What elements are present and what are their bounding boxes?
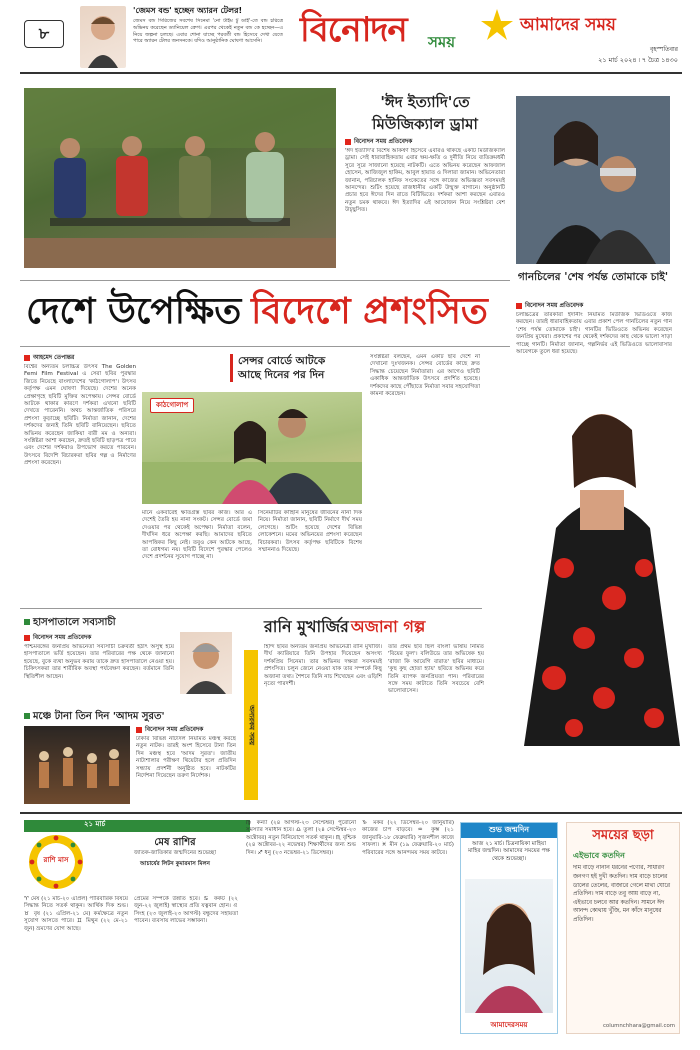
byline-bullet-icon (516, 303, 522, 309)
sub-headline-line1: সেন্সর বোর্ডে আটকে (238, 355, 326, 367)
lead-subheadline (230, 354, 360, 382)
rani-title-part1: রানি মুখার্জির (264, 617, 349, 636)
horoscope-byline: আচার্যের লিটন কুমারমাস মিলন (139, 861, 211, 868)
eid-title-line1: 'ঈদ ইত্যাদি'তে (380, 93, 470, 111)
horoscope-date: ২১ মার্চ (84, 820, 106, 828)
eid-body: 'ঈদ ইত্যাদি'র বিশেষ আকর্ষণ হিসেবে এবারও থাকছে একটি মিউজিক্যাল ড্রামা। সেই ধারাবাহিকতায় এবার ক্ষয়-ক্ষতি ও দুর্নীতি নিয়ে ব্যতিক্রমধর্মী সুরে সুরে সাজানো হয়েছে নাটকটি। এতে অভিনয় করেছেন আফজাল হোসেন, আজিজুল হাকিম, আবুল হায়াত ও দিলারা জামান। অভিনেতারা জানান, পরিচালক হানিফ সংকেতের সঙ্গে কাজের অভিজ্ঞতা সবসময়ই আনন্দের। শুটিং হয়েছে রাজধানীর একটি উন্মুক্ত বাগানে। অনুষ্ঠানটি প্রচার হবে ঈদের দিন রাতে বিটিভিতে। দর্শকরা আশা করছেন এবারও নতুন চমক থাকবে। ঈদ ইত্যাদির এই আয়োজন নিয়ে সংশ্লিষ্টরা বেশ উচ্ছ্বসিত। (345, 148, 505, 214)
teaser-title: 'জেমস বন্ড' হচ্ছেন অ্যারন টেলর! (133, 6, 243, 15)
lead-bottom-divider (20, 608, 482, 609)
lead-col1: বিশ্বের অন্যতম চলচ্চিত্র উৎসব The Golden Femi Film Festival এ সেরা ছবির পুরস্কার জিতে নিয়েছে বাংলাদেশের 'কাঠগোলাপ'। উৎসব কর্তৃপক্ষ এমন ঘোষণা দিয়েছে। দেশের অনেক প্রেক্ষাগৃহে ছবিটি মুক্তির অপেক্ষায়। সেন্সর বোর্ডে আটকে থাকার কারণে দর্শকরা এখনো ছবিটি দেখতে পারেননি। অথচ আন্তর্জাতিক পরিসরে প্রশংসা কুড়াচ্ছে ছবিটি। নির্মাতা জানান, দেশের দর্শকদের জন্যই তিনি ছবিটি বানিয়েছেন। ছবিতে অভিনয় করেছেন জাকিয়া বারী মম ও অন্যরা। সংশ্লিষ্টরা আশা করছেন, দ্রুতই ছবিটি ছাড়পত্র পাবে এবং দেশের দর্শকরাও উপভোগ করতে পারবেন। উৎসবে বিদেশি বিচারকরা ছবির গল্প ও নির্মাণের প্রশংসা করেছেন। (24, 364, 136, 467)
rhyme-box (566, 822, 680, 1034)
rhyme-poem-title: এইভাবে কতদিন (573, 850, 625, 860)
hospital-photo (180, 632, 232, 694)
rani-kicker (244, 650, 258, 800)
song-title: গানচিলের 'শেষ পর্যন্ত তোমাকে চাই' (517, 271, 669, 283)
horoscope-sign (100, 836, 250, 869)
star-logo-icon (480, 8, 514, 42)
hospital-title (24, 616, 116, 630)
horoscope-date-bar (24, 820, 250, 832)
eid-byline-text: বিনোদন সময় প্রতিবেদক (354, 138, 413, 145)
lead-divider (20, 346, 510, 347)
song-photo (516, 96, 670, 264)
header-divider (20, 72, 682, 74)
song-byline-text: বিনোদন সময় প্রতিবেদক (525, 302, 584, 309)
rhyme-email: columnchhara@gmail.com (602, 1022, 675, 1029)
rhyme-title: সময়ের ছড়া (592, 828, 654, 843)
section-name-main: বিনোদন (300, 10, 407, 50)
stage-title-text: মঞ্চে টানা তিন দিন 'আদম সুরত' (33, 711, 165, 722)
bottom-section-divider (20, 812, 682, 814)
eid-photo (24, 88, 336, 268)
rani-title (264, 616, 494, 638)
lead-headline-part2: বিদেশে প্রশংসিত (251, 291, 488, 332)
birthday-box (460, 822, 558, 1034)
lead-col3: সিনেমাটির কাহিনি মানুষের জীবনের নানা দিক নিয়ে। নির্মাতা জানান, ছবিটি নির্মাণে দীর্ঘ সময় লেগেছে। শুটিং হয়েছে দেশের বিভিন্ন লোকেশনে। মমের অভিনয়ের প্রশংসা করেছেন বিচারকরা। উৎসব কর্তৃপক্ষ ছবিটিকে বিশেষ সম্মাননাও দিয়েছে। (258, 510, 362, 554)
lead-col2: মানে একবারেই ক্ষতিগ্রস্ত ছবির কাজ। আর এ দেশেই তৈরি হয় নানা সংকট। সেন্সর বোর্ডে জমা দেওয়ার পর থেকেই অপেক্ষা। নির্মাতা বলেন, দীর্ঘদিন ধরে অপেক্ষা করছি। আমাদের ছবিতে আপত্তিকর কিছু নেই। তবুও কেন আটকে আছে, তা বোধগম্য নয়। ছবিটি বিদেশে পুরস্কার পেলেও দেশে প্রদর্শনের সুযোগ পাচ্ছে না। (142, 510, 252, 561)
lead-col4: সংশ্লিষ্টরা বলছেন, এমন একটি ছবি দেশে না দেখানো দুঃখজনক। সেন্সর বোর্ডের কাছে দ্রুত সিদ্ধান্ত চেয়েছেন নির্মাতারা। এর আগেও ছবিটি একাধিক আন্তর্জাতিক উৎসবে প্রদর্শিত হয়েছে। দর্শকদের কাছে পৌঁছাতে নির্মাতা সবার সহযোগিতা কামনা করেছেন। (370, 354, 480, 398)
byline-bullet-icon (24, 635, 30, 641)
eid-divider (20, 280, 510, 281)
rani-kicker-text: অন্যরকম সময় (247, 705, 256, 745)
sub-headline-line2: আছে দিনের পর দিন (238, 369, 325, 382)
rani-col1: হিন্দি ছবির অন্যতম জনপ্রিয় অভিনেত্রী রানি মুখার্জি। দীর্ঘ ক্যারিয়ারে তিনি উপহার দিয়েছেন অসংখ্য দর্শকপ্রিয় সিনেমা। তার অভিনয় দক্ষতা সবসময়ই প্রশংসিত। চলুন জেনে নেওয়া যাক তার সম্পর্কে কিছু অজানা তথ্য। শৈশবে তিনি নাচ শিখেছেন এবং ওড়িশি নৃত্যে পারদর্শী। (264, 644, 382, 688)
birthday-logo: আমাদেরসময় (490, 1020, 528, 1029)
horoscope-sign-title: মেষ রাশির (154, 837, 196, 848)
lead-headline (26, 288, 516, 344)
byline-bullet-icon (136, 727, 142, 733)
title-marker-icon (24, 713, 30, 719)
stage-photo (24, 726, 130, 804)
section-nameplate (300, 4, 485, 68)
song-byline (516, 302, 583, 310)
eid-title (345, 92, 505, 135)
horoscope-col3: ♍ কন্যা (২৪ আগস্ট-২৩ সেপ্টেম্বর) পুরোনো সমস্যার সমাধান হবে। ♎ তুলা (২৪ সেপ্টেম্বর-২৩ অক্টোবর) নতুন বিনিয়োগে সতর্ক থাকুন। ♏ বৃশ্চিক (২৪ অক্টোবর-২২ নভেম্বর) শিক্ষার্থীদের জন্য শুভ দিন। ♐ ধনু (২৩ নভেম্বর-২১ ডিসেম্বর)। (246, 820, 356, 856)
lead-headline-part1: দেশে উপেক্ষিত (26, 291, 242, 332)
byline-bullet-icon (345, 139, 351, 145)
stage-body: ঢাকার বিভিন্ন নাট্যদল নিয়মিত মঞ্চস্থ করছে নতুন নাটক। তারই অংশ হিসেবে টানা তিন দিন মঞ্চস্থ হবে 'আদম সুরত'। জাতীয় নাট্যশালার পরীক্ষণ থিয়েটার হলে প্রতিদিন সন্ধ্যায় প্রদর্শনী অনুষ্ঠিত হবে। নাটকটির নির্দেশনা দিয়েছেন তরুণ নির্দেশক। (136, 736, 236, 780)
paper-name: আমাদের সময় (520, 15, 616, 35)
byline-bullet-icon (24, 355, 30, 361)
horoscope-badge: রাশি মাস (43, 856, 69, 864)
teaser-photo (80, 6, 126, 68)
stage-byline-text: বিনোদন সময় প্রতিবেদক (145, 726, 204, 733)
rhyme-poem: দাম বাড়ে নানান ধরনের পণ্যের, সাধারণ জনগণ হই দুখী কতদিন। দাম বাড়ে চালের ডালের তেলের, বাজারে গেলে মাথা ঘোরে প্রতিদিন। দাম বাড়ে তবু আয় বাড়ে না, এইভাবে চলবে আর কতদিন। সামনে ঈদ আনন্দ কোথায় খুঁজি, মন কাঁদে মানুষের প্রতিদিন। (573, 865, 670, 923)
lead-byline-text: আহমেদ তেপান্তর (33, 354, 75, 361)
hospital-byline (24, 634, 91, 642)
hospital-title-text: হাসপাতালে সব্যসাচী (33, 617, 116, 628)
birthday-title: শুভ জন্মদিন (461, 823, 557, 838)
page-number: ৮ (38, 24, 50, 44)
horoscope-sign-sub: জাতক-জাতিকার জন্মদিনের শুভেচ্ছা (134, 849, 216, 856)
issue-day: বৃহস্পতিবার (650, 46, 678, 53)
birthday-text: আজ ২১ মার্চ। চিত্রনায়িকা মাহিয়া মাহির জন্মদিন। আমাদের সময়ের পক্ষ থেকে শুভেচ্ছা। (468, 840, 550, 862)
hospital-body: পশ্চিমবঙ্গের জনপ্রিয় অভিনেতা সব্যসাচী চক্রবর্তী হঠাৎ অসুস্থ হয়ে হাসপাতালে ভর্তি হয়েছেন। তার পরিবারের পক্ষ থেকে জানানো হয়েছে, বুকে ব্যথা অনুভব করায় তাকে দ্রুত হাসপাতালে নেওয়া হয়। চিকিৎসকরা তার শারীরিক অবস্থা পর্যবেক্ষণ করছেন। বর্তমানে তিনি স্থিতিশীল আছেন। (24, 644, 174, 680)
section-name-sub: সময় (428, 33, 456, 51)
title-marker-icon (24, 619, 30, 625)
eid-title-line2: মিউজিক্যাল ড্রামা (372, 115, 478, 134)
stage-title (24, 710, 165, 724)
stage-byline (136, 726, 203, 734)
page-number-box (24, 20, 64, 48)
song-body: চলচ্চিত্রের তারকারা ইদানীং নিয়মিত মিউজিক ভিডিওতে কাজ করছেন। তারই ধারাবাহিকতায় এবার প্রকাশ পেল গানচিলের নতুন গান 'শেষ পর্যন্ত তোমাকে চাই'। গানটির ভিডিওতে অভিনয় করেছেন জনপ্রিয় মুখেরা। প্রকাশের পর থেকেই দর্শকদের কাছ থেকে ভালো সাড়া পাচ্ছে গানটি। নির্মাতা জানান, গল্পনির্ভর এই ভিডিওতে ভালোবাসার আবেগকে তুলে ধরা হয়েছে। (516, 312, 672, 356)
film-tag: কাঠগোলাপ (150, 398, 194, 413)
hospital-byline-text: বিনোদন সময় প্রতিবেদক (33, 634, 92, 641)
lead-byline (24, 354, 74, 362)
horoscope-col2: প্রেমের সম্পর্কে উন্নতি হবে। ♋ কর্কট (২২ জুন-২২ জুলাই) স্বাস্থ্যের প্রতি যত্নবান হোন। ♌ সিংহ (২৩ জুলাই-২৩ আগস্ট) বন্ধুদের সহায়তা পাবেন। ব্যবসায় লাভের সম্ভাবনা। (134, 896, 238, 925)
rani-title-part2: অজানা গল্প (350, 617, 426, 636)
horoscope-col1: ♈ মেষ (২১ মার্চ-২০ এপ্রিল) পারিবারিক বিষয়ে সিদ্ধান্ত নিতে সতর্ক থাকুন। আর্থিক দিক শুভ। ♉ বৃষ (২১ এপ্রিল-২১ মে) কর্মক্ষেত্রে নতুন সুযোগ আসতে পারে। ♊ মিথুন (২২ মে-২১ জুন) ভ্রমণের যোগ আছে। (24, 896, 128, 932)
zodiac-wheel-icon (28, 834, 84, 890)
birthday-photo (465, 879, 553, 1013)
rani-photo (484, 378, 684, 746)
rani-col2: তার প্রথম ছবি ছিল বাংলা ভাষায় নির্মিত 'বিয়ের ফুল'। বলিউডে তার অভিষেক হয় 'রাজা কি আয়েগি বারাত' ছবির মাধ্যমে। 'কুছ কুছ হোতা হ্যায়' ছবিতে অভিনয় করে তিনি ব্যাপক জনপ্রিয়তা পান। পরিবারের সঙ্গে সময় কাটাতে তিনি সবচেয়ে বেশি ভালোবাসেন। (388, 644, 484, 695)
horoscope-col4: ♑ মকর (২২ ডিসেম্বর-২০ জানুয়ারি) কাজের চাপ বাড়বে। ♒ কুম্ভ (২১ জানুয়ারি-১৮ ফেব্রুয়ারি) সৃজনশীল কাজে সাফল্য। ♓ মীন (১৯ ফেব্রুয়ারি-২০ মার্চ) পরিবারের সঙ্গে আনন্দময় সময় কাটবে। (362, 820, 454, 856)
eid-byline (345, 138, 412, 146)
issue-date: ২১ মার্চ ২০২৪ ৷ ৭ চৈত্র ১৪৩০ (598, 56, 678, 64)
teaser-text: জেমস বন্ড সিরিজের সবশেষ সিনেমা 'নো টাইম টু ডাই'-তে বন্ড চরিত্রে অভিনয় করেছেন ড্যানিয়েল ক্রেগ। এরপর থেকেই নতুন বন্ড কে হচ্ছেন—এ নিয়ে জল্পনা চলছে। এবার শোনা যাচ্ছে পরবর্তী বন্ড হিসেবে দেখা যেতে পারে অ্যারন টেলর জনসনকে। যদিও আনুষ্ঠানিক ঘোষণা আসেনি। (133, 18, 283, 45)
